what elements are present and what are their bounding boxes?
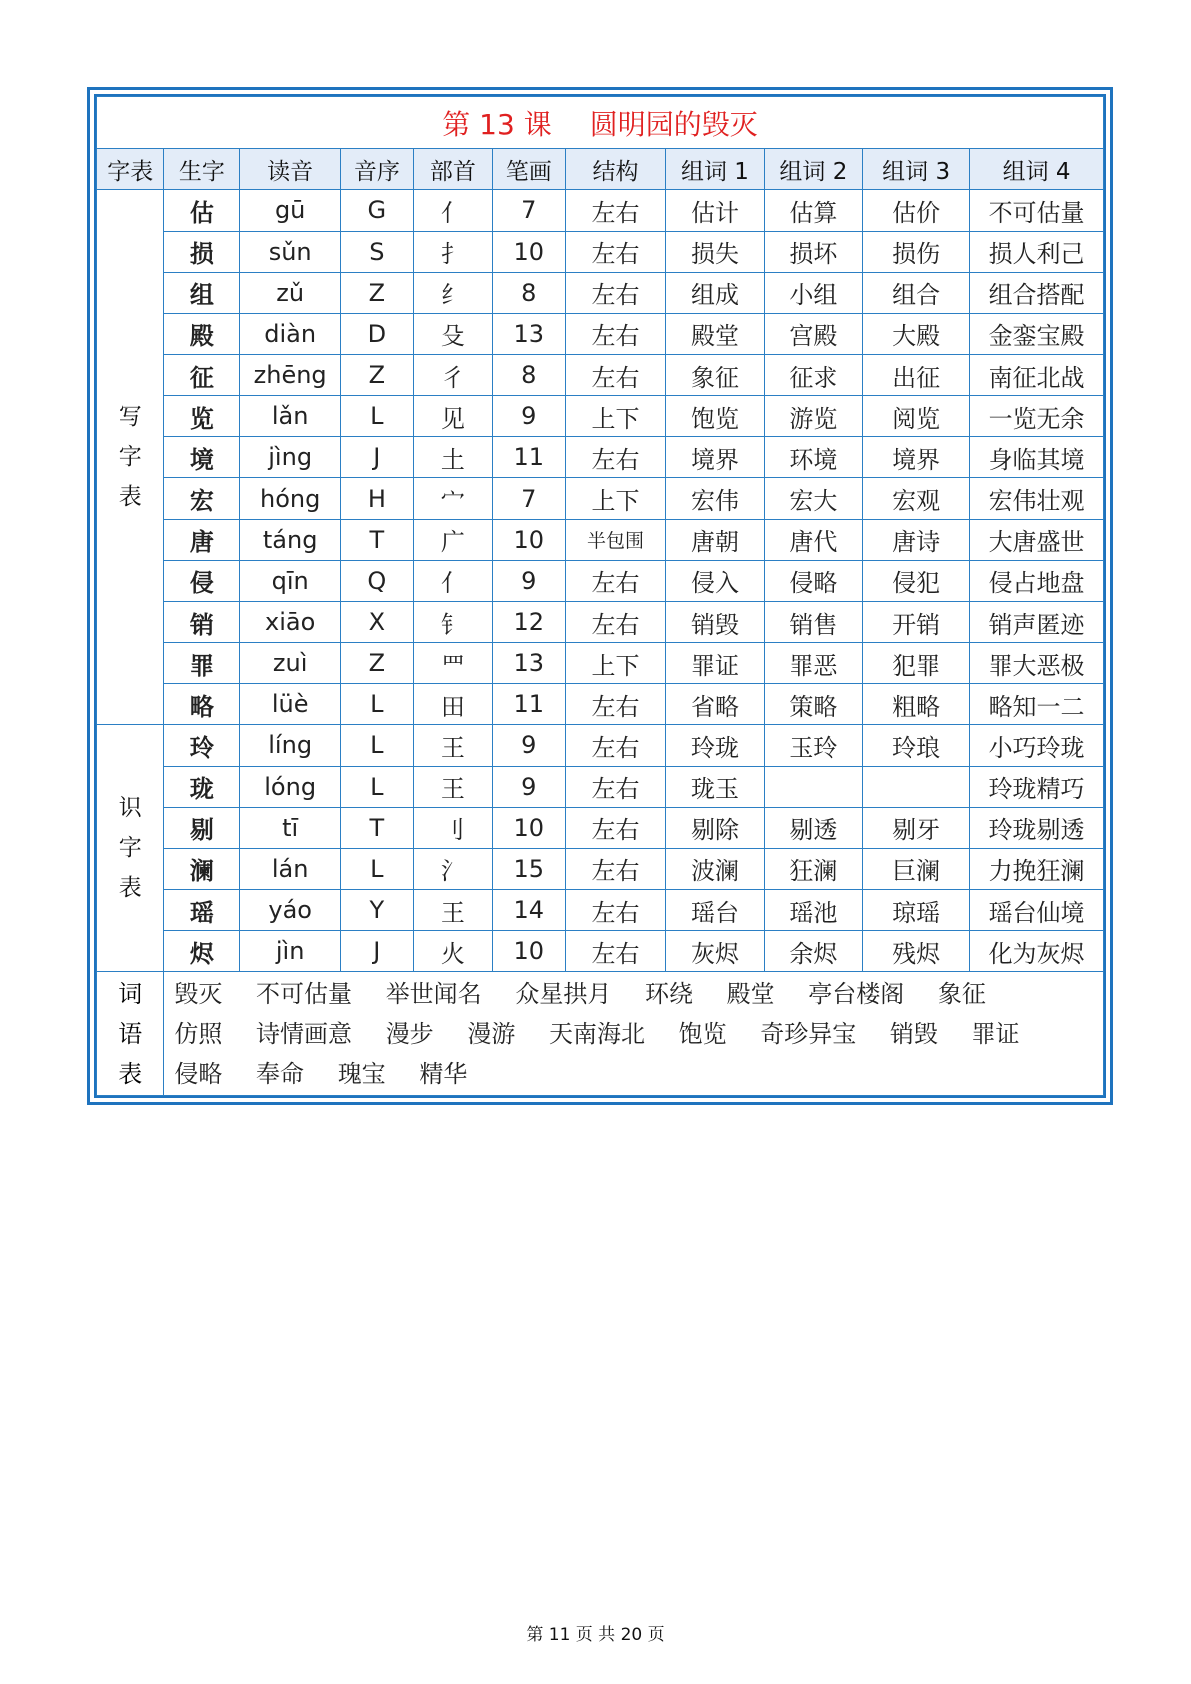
cell-char: 剔 bbox=[164, 807, 240, 848]
cell-word-3: 残烬 bbox=[863, 931, 970, 972]
vocab-word: 奉命 bbox=[256, 1059, 305, 1088]
cell-structure: 左右 bbox=[565, 231, 666, 272]
cell-strokes: 10 bbox=[492, 519, 565, 560]
cell-strokes: 10 bbox=[492, 807, 565, 848]
cell-letter: T bbox=[340, 519, 413, 560]
cell-word-4: 损人利己 bbox=[970, 231, 1104, 272]
cell-word-3: 境界 bbox=[863, 437, 970, 478]
cell-radical: 钅 bbox=[413, 601, 492, 642]
vocab-word: 瑰宝 bbox=[337, 1059, 386, 1088]
cell-radical: 氵 bbox=[413, 848, 492, 889]
section-label-write bbox=[97, 190, 164, 725]
header-row bbox=[97, 149, 1104, 190]
cell-structure: 左右 bbox=[565, 931, 666, 972]
cell-strokes: 7 bbox=[492, 190, 565, 231]
lesson-frame-inner bbox=[94, 94, 1106, 1098]
cell-letter: J bbox=[340, 931, 413, 972]
cell-structure: 左右 bbox=[565, 766, 666, 807]
cell-strokes: 11 bbox=[492, 437, 565, 478]
cell-word-4: 不可估量 bbox=[970, 190, 1104, 231]
table-row bbox=[97, 643, 1104, 684]
cell-radical: 彳 bbox=[413, 354, 492, 395]
vocab-word: 奇珍异宝 bbox=[760, 1019, 857, 1048]
cell-word-4: 南征北战 bbox=[970, 354, 1104, 395]
cell-structure: 半包围 bbox=[565, 519, 666, 560]
cell-letter: D bbox=[340, 313, 413, 354]
header-zuci-2: 组词 2 bbox=[764, 149, 862, 190]
cell-pinyin: tī bbox=[240, 807, 341, 848]
cell-word-4: 宏伟壮观 bbox=[970, 478, 1104, 519]
table-row bbox=[97, 807, 1104, 848]
cell-char: 瑶 bbox=[164, 890, 240, 931]
cell-radical: 广 bbox=[413, 519, 492, 560]
cell-word-1: 销毁 bbox=[666, 601, 764, 642]
cell-letter: J bbox=[340, 437, 413, 478]
cell-word-1: 估计 bbox=[666, 190, 764, 231]
table-row bbox=[97, 560, 1104, 601]
cell-char: 销 bbox=[164, 601, 240, 642]
cell-radical: 刂 bbox=[413, 807, 492, 848]
cell-char: 珑 bbox=[164, 766, 240, 807]
cell-radical: 田 bbox=[413, 684, 492, 725]
cell-strokes: 14 bbox=[492, 890, 565, 931]
table-row bbox=[97, 478, 1104, 519]
cell-word-2: 征求 bbox=[764, 354, 862, 395]
cell-char: 览 bbox=[164, 396, 240, 437]
cell-radical: 火 bbox=[413, 931, 492, 972]
cell-letter: G bbox=[340, 190, 413, 231]
cell-word-1: 殿堂 bbox=[666, 313, 764, 354]
cell-letter: L bbox=[340, 848, 413, 889]
lesson-title bbox=[97, 97, 1104, 149]
table-row bbox=[97, 725, 1104, 766]
cell-structure: 上下 bbox=[565, 643, 666, 684]
header-jiegou: 结构 bbox=[565, 149, 666, 190]
cell-char: 损 bbox=[164, 231, 240, 272]
cell-word-2: 剔透 bbox=[764, 807, 862, 848]
cell-structure: 左右 bbox=[565, 437, 666, 478]
vocab-word: 仿照 bbox=[174, 1019, 223, 1048]
cell-char: 征 bbox=[164, 354, 240, 395]
cell-word-4: 力挽狂澜 bbox=[970, 848, 1104, 889]
vocab-word: 举世闻名 bbox=[385, 979, 482, 1008]
cell-radical: 罒 bbox=[413, 643, 492, 684]
cell-structure: 左右 bbox=[565, 725, 666, 766]
cell-strokes: 8 bbox=[492, 354, 565, 395]
header-bushou: 部首 bbox=[413, 149, 492, 190]
cell-structure: 左右 bbox=[565, 190, 666, 231]
cell-word-4: 销声匿迹 bbox=[970, 601, 1104, 642]
cell-pinyin: táng bbox=[240, 519, 341, 560]
vocab-word: 亭台楼阁 bbox=[808, 979, 905, 1008]
header-shengzi: 生字 bbox=[164, 149, 240, 190]
cell-strokes: 10 bbox=[492, 931, 565, 972]
table-row bbox=[97, 190, 1104, 231]
vocab-list bbox=[164, 972, 1104, 1096]
title-row bbox=[97, 97, 1104, 149]
cell-radical: 王 bbox=[413, 766, 492, 807]
header-zuci-4: 组词 4 bbox=[970, 149, 1104, 190]
section-label-text: 写 字 表 bbox=[118, 404, 142, 511]
cell-word-1: 宏伟 bbox=[666, 478, 764, 519]
cell-strokes: 13 bbox=[492, 313, 565, 354]
cell-radical: 见 bbox=[413, 396, 492, 437]
cell-word-2: 宏大 bbox=[764, 478, 862, 519]
cell-char: 唐 bbox=[164, 519, 240, 560]
cell-word-3: 大殿 bbox=[863, 313, 970, 354]
cell-word-3: 阅览 bbox=[863, 396, 970, 437]
cell-letter: Q bbox=[340, 560, 413, 601]
cell-pinyin: lǎn bbox=[240, 396, 341, 437]
cell-char: 玲 bbox=[164, 725, 240, 766]
cell-pinyin: lóng bbox=[240, 766, 341, 807]
lesson-name: 圆明园的毁灭 bbox=[589, 107, 758, 141]
cell-char: 略 bbox=[164, 684, 240, 725]
cell-word-3: 剔牙 bbox=[863, 807, 970, 848]
cell-word-1: 饱览 bbox=[666, 396, 764, 437]
cell-letter: X bbox=[340, 601, 413, 642]
cell-letter: L bbox=[340, 725, 413, 766]
table-row bbox=[97, 890, 1104, 931]
cell-radical: 王 bbox=[413, 725, 492, 766]
cell-word-1: 境界 bbox=[666, 437, 764, 478]
vocab-word: 销毁 bbox=[889, 1019, 938, 1048]
cell-structure: 上下 bbox=[565, 478, 666, 519]
cell-radical: 亻 bbox=[413, 560, 492, 601]
cell-word-4: 略知一二 bbox=[970, 684, 1104, 725]
cell-word-3: 开销 bbox=[863, 601, 970, 642]
table-row bbox=[97, 848, 1104, 889]
cell-structure: 左右 bbox=[565, 684, 666, 725]
cell-pinyin: jìng bbox=[240, 437, 341, 478]
cell-letter: Y bbox=[340, 890, 413, 931]
vocab-word: 众星拱月 bbox=[515, 979, 612, 1008]
vocab-word: 象征 bbox=[937, 979, 986, 1008]
table-row bbox=[97, 601, 1104, 642]
cell-word-3: 犯罪 bbox=[863, 643, 970, 684]
cell-strokes: 12 bbox=[492, 601, 565, 642]
table-row bbox=[97, 272, 1104, 313]
cell-strokes: 10 bbox=[492, 231, 565, 272]
header-zibiao: 字表 bbox=[97, 149, 164, 190]
cell-radical: 亻 bbox=[413, 190, 492, 231]
cell-word-2: 策略 bbox=[764, 684, 862, 725]
vocab-word: 环绕 bbox=[644, 979, 693, 1008]
cell-word-4: 玲珑精巧 bbox=[970, 766, 1104, 807]
cell-word-2: 环境 bbox=[764, 437, 862, 478]
cell-word-2: 侵略 bbox=[764, 560, 862, 601]
cell-word-4: 身临其境 bbox=[970, 437, 1104, 478]
cell-word-1: 唐朝 bbox=[666, 519, 764, 560]
vocab-word: 天南海北 bbox=[548, 1019, 645, 1048]
cell-radical: 纟 bbox=[413, 272, 492, 313]
cell-word-4: 罪大恶极 bbox=[970, 643, 1104, 684]
cell-pinyin: qīn bbox=[240, 560, 341, 601]
cell-letter: Z bbox=[340, 354, 413, 395]
cell-pinyin: gū bbox=[240, 190, 341, 231]
cell-char: 澜 bbox=[164, 848, 240, 889]
cell-word-4: 化为灰烬 bbox=[970, 931, 1104, 972]
cell-word-3: 唐诗 bbox=[863, 519, 970, 560]
cell-word-2: 狂澜 bbox=[764, 848, 862, 889]
section-label-vocab: 词 语 表 bbox=[97, 972, 164, 1096]
lesson-frame bbox=[87, 87, 1113, 1105]
cell-radical: 王 bbox=[413, 890, 492, 931]
cell-letter: L bbox=[340, 766, 413, 807]
header-duyin: 读音 bbox=[240, 149, 341, 190]
cell-letter: Z bbox=[340, 272, 413, 313]
cell-strokes: 9 bbox=[492, 396, 565, 437]
cell-word-2: 余烬 bbox=[764, 931, 862, 972]
table-row bbox=[97, 313, 1104, 354]
cell-word-2: 宫殿 bbox=[764, 313, 862, 354]
cell-word-1: 省略 bbox=[666, 684, 764, 725]
table-row bbox=[97, 684, 1104, 725]
cell-radical: 土 bbox=[413, 437, 492, 478]
vocab-word: 殿堂 bbox=[726, 979, 775, 1008]
cell-pinyin: hóng bbox=[240, 478, 341, 519]
cell-pinyin: zhēng bbox=[240, 354, 341, 395]
vocab-word: 诗情画意 bbox=[256, 1019, 353, 1048]
cell-word-2: 损坏 bbox=[764, 231, 862, 272]
cell-word-4: 一览无余 bbox=[970, 396, 1104, 437]
page-footer: 第 11 页 共 20 页 bbox=[526, 1625, 665, 1645]
cell-word-4: 组合搭配 bbox=[970, 272, 1104, 313]
cell-word-1: 组成 bbox=[666, 272, 764, 313]
cell-word-3 bbox=[863, 766, 970, 807]
vocab-word: 饱览 bbox=[678, 1019, 727, 1048]
table-row bbox=[97, 931, 1104, 972]
table-row bbox=[97, 396, 1104, 437]
cell-strokes: 13 bbox=[492, 643, 565, 684]
table-row bbox=[97, 766, 1104, 807]
cell-word-2: 销售 bbox=[764, 601, 862, 642]
cell-letter: H bbox=[340, 478, 413, 519]
cell-strokes: 7 bbox=[492, 478, 565, 519]
header-zuci-1: 组词 1 bbox=[666, 149, 764, 190]
cell-word-4: 侵占地盘 bbox=[970, 560, 1104, 601]
vocab-word: 漫步 bbox=[385, 1019, 434, 1048]
cell-char: 罪 bbox=[164, 643, 240, 684]
cell-word-2 bbox=[764, 766, 862, 807]
cell-structure: 左右 bbox=[565, 272, 666, 313]
header-bihua: 笔画 bbox=[492, 149, 565, 190]
cell-letter: S bbox=[340, 231, 413, 272]
cell-letter: T bbox=[340, 807, 413, 848]
cell-pinyin: lüè bbox=[240, 684, 341, 725]
cell-pinyin: líng bbox=[240, 725, 341, 766]
cell-char: 估 bbox=[164, 190, 240, 231]
cell-structure: 左右 bbox=[565, 848, 666, 889]
cell-word-3: 玲琅 bbox=[863, 725, 970, 766]
header-yinxu: 音序 bbox=[340, 149, 413, 190]
vocab-word: 毁灭 bbox=[174, 979, 223, 1008]
vocab-word: 漫游 bbox=[467, 1019, 516, 1048]
cell-structure: 左右 bbox=[565, 890, 666, 931]
cell-pinyin: sǔn bbox=[240, 231, 341, 272]
cell-word-1: 损失 bbox=[666, 231, 764, 272]
cell-structure: 左右 bbox=[565, 807, 666, 848]
cell-word-2: 游览 bbox=[764, 396, 862, 437]
header-zuci-3: 组词 3 bbox=[863, 149, 970, 190]
cell-word-2: 罪恶 bbox=[764, 643, 862, 684]
cell-strokes: 9 bbox=[492, 560, 565, 601]
table-row bbox=[97, 354, 1104, 395]
cell-pinyin: zǔ bbox=[240, 272, 341, 313]
cell-word-3: 侵犯 bbox=[863, 560, 970, 601]
vocab-word: 不可估量 bbox=[256, 979, 353, 1008]
vocab-row bbox=[97, 972, 1104, 1096]
cell-char: 殿 bbox=[164, 313, 240, 354]
cell-word-1: 波澜 bbox=[666, 848, 764, 889]
section-label-recognize bbox=[97, 725, 164, 972]
cell-word-1: 瑶台 bbox=[666, 890, 764, 931]
cell-word-3: 组合 bbox=[863, 272, 970, 313]
cell-word-3: 巨澜 bbox=[863, 848, 970, 889]
section-label-text: 识 字 表 bbox=[118, 795, 142, 902]
cell-word-2: 估算 bbox=[764, 190, 862, 231]
cell-strokes: 11 bbox=[492, 684, 565, 725]
cell-word-1: 剔除 bbox=[666, 807, 764, 848]
cell-word-1: 灰烬 bbox=[666, 931, 764, 972]
cell-word-2: 唐代 bbox=[764, 519, 862, 560]
cell-word-3: 出征 bbox=[863, 354, 970, 395]
table-row bbox=[97, 437, 1104, 478]
cell-pinyin: yáo bbox=[240, 890, 341, 931]
cell-word-1: 侵入 bbox=[666, 560, 764, 601]
cell-structure: 左右 bbox=[565, 560, 666, 601]
cell-word-2: 小组 bbox=[764, 272, 862, 313]
vocab-word: 罪证 bbox=[971, 1019, 1020, 1048]
cell-word-2: 瑶池 bbox=[764, 890, 862, 931]
cell-word-3: 琼瑶 bbox=[863, 890, 970, 931]
cell-word-1: 象征 bbox=[666, 354, 764, 395]
cell-letter: L bbox=[340, 396, 413, 437]
cell-strokes: 15 bbox=[492, 848, 565, 889]
cell-pinyin: lán bbox=[240, 848, 341, 889]
cell-structure: 左右 bbox=[565, 313, 666, 354]
cell-pinyin: diàn bbox=[240, 313, 341, 354]
cell-char: 侵 bbox=[164, 560, 240, 601]
cell-word-4: 瑶台仙境 bbox=[970, 890, 1104, 931]
cell-word-1: 玲珑 bbox=[666, 725, 764, 766]
cell-word-3: 粗略 bbox=[863, 684, 970, 725]
cell-pinyin: zuì bbox=[240, 643, 341, 684]
cell-char: 境 bbox=[164, 437, 240, 478]
cell-pinyin: jìn bbox=[240, 931, 341, 972]
vocab-word: 精华 bbox=[419, 1059, 468, 1088]
cell-char: 宏 bbox=[164, 478, 240, 519]
cell-strokes: 9 bbox=[492, 766, 565, 807]
cell-char: 烬 bbox=[164, 931, 240, 972]
cell-char: 组 bbox=[164, 272, 240, 313]
cell-word-4: 金銮宝殿 bbox=[970, 313, 1104, 354]
cell-structure: 左右 bbox=[565, 601, 666, 642]
cell-radical: 殳 bbox=[413, 313, 492, 354]
cell-letter: L bbox=[340, 684, 413, 725]
character-table bbox=[96, 96, 1104, 1096]
cell-radical: 宀 bbox=[413, 478, 492, 519]
cell-word-3: 估价 bbox=[863, 190, 970, 231]
cell-structure: 左右 bbox=[565, 354, 666, 395]
cell-word-4: 玲珑剔透 bbox=[970, 807, 1104, 848]
cell-strokes: 8 bbox=[492, 272, 565, 313]
cell-word-1: 珑玉 bbox=[666, 766, 764, 807]
cell-word-2: 玉玲 bbox=[764, 725, 862, 766]
cell-strokes: 9 bbox=[492, 725, 565, 766]
cell-word-3: 损伤 bbox=[863, 231, 970, 272]
lesson-number: 第 13 课 bbox=[442, 107, 552, 141]
cell-word-4: 大唐盛世 bbox=[970, 519, 1104, 560]
cell-word-4: 小巧玲珑 bbox=[970, 725, 1104, 766]
cell-letter: Z bbox=[340, 643, 413, 684]
vocab-word: 侵略 bbox=[174, 1059, 223, 1088]
cell-word-1: 罪证 bbox=[666, 643, 764, 684]
table-row bbox=[97, 231, 1104, 272]
cell-radical: 扌 bbox=[413, 231, 492, 272]
table-row bbox=[97, 519, 1104, 560]
cell-pinyin: xiāo bbox=[240, 601, 341, 642]
cell-word-3: 宏观 bbox=[863, 478, 970, 519]
cell-structure: 上下 bbox=[565, 396, 666, 437]
